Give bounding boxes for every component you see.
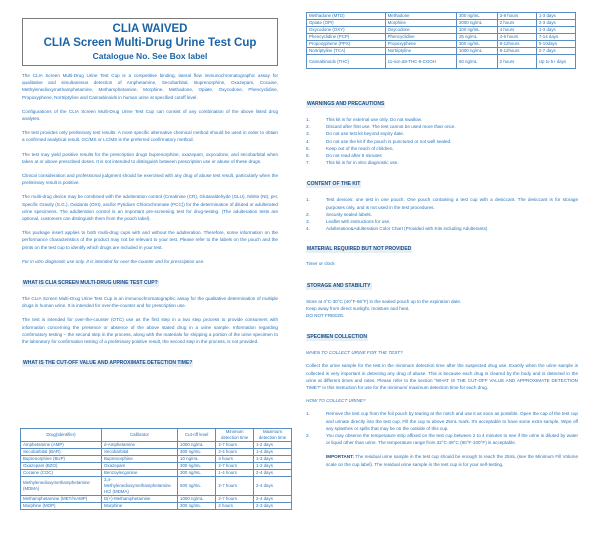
- cell: 50 ng/mL: [456, 55, 497, 69]
- cell: 1-3 days: [536, 13, 575, 20]
- cutoff-heading: WHAT IS THE CUT-OFF VALUE AND APPROXIMATE DETECTION TIME?: [23, 360, 193, 367]
- right-column: [306, 92, 578, 468]
- intro-paragraph-6: The multi-drug device may be combined with the adulteration control (Creatinine (CR), Glutaraldehyde (GLU), Nitrite (NI), pH, Specific Gravity (S.G.), Oxidants (OXI), and/or Pyridium Chlorochromate (PCC)) for the determination of diluted or adulterated urine specimens. The adulteration control is an important pre-screening test for drug-testing. (The adulteration tests are optional, customers can distinguish them from the pouch label).: [22, 194, 278, 222]
- cell: Benzoylecgonine: [101, 470, 177, 477]
- intro-paragraph-1: The CLIA Screen Multi-Drug Urine Test Cup is a competitive binding, lateral flow immunochromatographic assay for qualitative and simultaneous detection of Amphetamine, Secobarbital, Buprenorphine, Oxazepam, Cocaine, Methylenedioxymethamphetamine, Methamphetamine, Morphine, Methadone, Opiate, Oxycodone, Phencyclidine, Propoxyphene, Nortriptyline and Cannabinoids in human urine at specified cutoff level.: [22, 73, 278, 100]
- cell: Propoxyphene (PPX): [307, 41, 386, 48]
- intro-paragraph-7: This package insert applies to both multi-drug cups with and without the adulteration. Therefore, some information on the performance characteristics of the product may not be relevant to your test. Please refer to the labels on the pouch and the prints on the test cup to identify which drugs are included in your test.: [22, 230, 278, 250]
- table-row: [307, 55, 576, 69]
- cell: Nortriptyline: [385, 48, 456, 55]
- cell: 2-4 days: [254, 496, 292, 503]
- cell: 2-4 days: [254, 470, 292, 477]
- col-cutoff: Cut-off level: [178, 429, 216, 442]
- cell: Morphine (MOP): [21, 503, 102, 510]
- list-item: 7. This kit is for in vitro diagnostic use.: [306, 160, 399, 166]
- specimen-heading: SPECIMEN COLLECTION: [307, 334, 368, 341]
- list-item: 1. This kit is for external use only. Do not swallow.: [306, 117, 422, 122]
- warnings-heading: WARNINGS AND PRECAUTIONS: [307, 101, 385, 107]
- cell: 1-4 days: [254, 449, 292, 456]
- intro-paragraph-8: For in vitro diagnostic use only. It is intended for over-the-counter and for prescription use.: [22, 258, 205, 264]
- intro-paragraph-4: The test may yield positive results for the prescription drugs buprenorphine, oxazepam, oxycodone, and secobarbital when taken at or above prescribed doses. It is not intended to distinguish between prescription use or abuse of these drugs.: [22, 151, 278, 164]
- cell: 1-2 days: [254, 442, 292, 449]
- storage-heading: STORAGE AND STABILITY: [307, 282, 371, 289]
- cell: Cannabinoids (THC): [307, 55, 386, 69]
- intro-paragraph-2: Configurations of the CLIA Screen Multi-Drug Urine Test Cup can consist of any combination of the above listed drug analytes.: [22, 108, 278, 122]
- warnings-list: [306, 116, 578, 166]
- col-calibrator: Calibrator: [101, 429, 177, 442]
- table-row: [21, 503, 292, 510]
- list-item: 1. Test devices: one test in one pouch. One pouch containing a test cup with a desiccant. The desiccant is for storage purposes only, and is not used in the test procedures.: [306, 197, 578, 210]
- storage-line-2: Keep away from direct sunlight, moisture and heat.: [306, 305, 410, 311]
- cell: Nortriptyline (TCA): [307, 48, 386, 55]
- content-list: [306, 196, 578, 232]
- item-text: This kit is for in vitro diagnostic use.: [326, 160, 399, 166]
- list-item: 3. Do not use test kit beyond expiry date.: [306, 131, 405, 137]
- cell: Phencyclidine (PCP): [307, 34, 386, 41]
- specimen-when-subheading: WHEN TO COLLECT URINE FOR THE TEST?: [306, 350, 403, 356]
- cell: 2-7 hours: [216, 496, 254, 503]
- cell: Oxycodone: [385, 27, 456, 34]
- what-is-heading: WHAT IS CLIA SCREEN MULTI-DRUG URINE TEST CUP?: [23, 280, 158, 287]
- cell: Up to 5+ days: [536, 55, 575, 69]
- cell: Propoxyphene: [385, 41, 456, 48]
- table-row: [21, 463, 292, 470]
- cell: Methadone (MTD): [307, 13, 386, 20]
- left-column: [22, 72, 278, 369]
- table-row: [21, 442, 292, 449]
- important-text: The residual urine sample in the test cup should be enough to reach the 25mL (see the Minimum Fill Volume scale on the cup label). The residual urine sample in the test cup is for your self-testing.: [326, 454, 578, 467]
- cell: 300 ng/mL: [178, 449, 216, 456]
- table-row: [21, 449, 292, 456]
- list-item: 3. Leaflet with instructions for use.: [306, 219, 391, 225]
- cell: 1-3 days: [254, 456, 292, 463]
- item-text: Discard after first use. The test cannot be used more than once.: [326, 124, 456, 130]
- cell: Buprenorphine: [101, 456, 177, 463]
- cell: 4-6 hours: [497, 34, 536, 41]
- item-text: Adulteration&Adulteration Color Chart (Provided with Kits including Adulterants): [326, 226, 488, 232]
- cell: Amphetamine (AMP): [21, 442, 102, 449]
- item-text: Do not read after 5 minutes: [326, 153, 382, 159]
- cell: 3-8 hours: [497, 13, 536, 20]
- item-text: Leaflet with instructions for use.: [326, 219, 391, 225]
- cell: 300 ng/mL: [456, 41, 497, 48]
- table-row: [21, 456, 292, 463]
- item-text: This kit is for external use only. Do not swallow.: [326, 117, 422, 122]
- item-text: Do not use the kit if the pouch is punctured or not well sealed.: [326, 138, 452, 144]
- cell: 2 hours: [216, 503, 254, 510]
- cell: 8-12hours: [497, 41, 536, 48]
- cell: 2 hours: [497, 20, 536, 27]
- cell: 2-3 days: [254, 503, 292, 510]
- intro-paragraph-3: The test provides only preliminary test results. A more specific alternative chemical method should be used in order to obtain a confirmed analytical result. GC/MS or LC/MS is the preferred confirmatory method.: [22, 130, 278, 143]
- item-text: Remove the test cup from the foil pouch by tearing at the notch and use it as soon as possible. Open the cap of the test cup and urinate directly into the test cup. Fill the cup to above 25mL mark. It's acceptable to have some extra sample. Wipe off any splashes or spills that may be on the outside of this cup.: [326, 411, 578, 431]
- specimen-how-subheading: HOW TO COLLECT URINE?: [306, 398, 366, 404]
- cell: Secobarbital (BAR): [21, 449, 102, 456]
- table-row: [307, 41, 576, 48]
- cell: 1-4 hours: [216, 470, 254, 477]
- cell: Oxazepam: [101, 463, 177, 470]
- cell: Oxazepam (BZO): [21, 463, 102, 470]
- cell: 300 ng/mL: [178, 503, 216, 510]
- cell: Secobarbital: [101, 449, 177, 456]
- item-text: Test devices: one test in one pouch. One pouch containing a test cup with a desiccant. The desiccant is for storage purposes only, and is not used in the test procedures.: [326, 197, 578, 210]
- cell: 2-7 days: [536, 48, 575, 55]
- title-product: CLIA Screen Multi-Drug Urine Test Cup: [43, 37, 257, 49]
- col-min-time: Minimum detection time: [216, 429, 254, 442]
- important-label: IMPORTANT:: [326, 454, 354, 460]
- intro-paragraph-5: Clinical consideration and professional judgment should be exercised with any drug of abuse test result, particularly when the preliminary result is positive.: [22, 173, 278, 186]
- table-row: [307, 13, 576, 20]
- col-max-time: Maximum detection time: [254, 429, 292, 442]
- table-row: [307, 20, 576, 27]
- cell: Methamphetamine (MET/mAMP): [21, 496, 102, 503]
- list-item: 1. Remove the test cup from the foil pouch by tearing at the notch and use it as soon as possible. Open the cap of the test cup and urinate directly into the test cup. Fill the cup to above 25mL mark. It's acceptable to have some extra sample. Wipe off any splashes or spills that may be on the outside of this cup.: [306, 411, 578, 431]
- cell: 4 hours: [216, 456, 254, 463]
- list-item: 2. Discard after first use. The test cannot be used more than once.: [306, 124, 456, 130]
- cell: d-Amphetamine: [101, 442, 177, 449]
- cell: 1000 ng/mL: [178, 496, 216, 503]
- cell: 11-nor-Δ9-THC-9-COOH: [385, 55, 456, 69]
- specimen-paragraph: Collect the urine sample for the test in the minimum detection time after the suspected drug use. Exactly when the urine sample is collected is very important in detecting any drug of abuse. This is because each drug is cleared by the body and is detected in the urine at different times and rates. Please refer to the section "WHAT IS THE CUT-OFF VALUE AND APPROXIMATE DETECTION TIME?" in this instruction for use for the minimum/ maximum detection time for each drug.: [306, 363, 578, 391]
- item-text: Security sealed labels.: [326, 211, 372, 217]
- col-drug: Drug(Identifier): [21, 429, 102, 442]
- cell: Opiate (OPI): [307, 20, 386, 27]
- cell: 300 ng/mL: [178, 463, 216, 470]
- cell: 3,4-Methylenedioxymethamphetamine HCl (MDMA): [101, 477, 177, 496]
- cell: 4 hours: [497, 27, 536, 34]
- cell: 2-7 hours: [216, 477, 254, 496]
- list-item: 4. Do not use the kit if the pouch is punctured or not well sealed.: [306, 138, 452, 144]
- title-catalogue: Catalogue No. See Box label: [92, 51, 208, 61]
- table-row: [307, 34, 576, 41]
- cell: 2000 ng/mL: [456, 20, 497, 27]
- list-item: 5. Keep out of the reach of children.: [306, 145, 394, 151]
- item-text: You may observe the temperature strip affixed on the test cup between 2 to 4 minutes to see if the urine is diluted by water or liquid other than urine. The temperature range from 32°C-38°C (90°F-100°F) is acceptable.: [326, 433, 578, 446]
- table-row: [21, 470, 292, 477]
- cell: 100 ng/mL: [456, 27, 497, 34]
- document-title-box: [22, 18, 278, 66]
- cell: 1-2 days: [254, 463, 292, 470]
- cell: Cocaine (COC): [21, 470, 102, 477]
- cell: Morphine: [385, 20, 456, 27]
- cell: 7-14 days: [536, 34, 575, 41]
- important-note: [306, 453, 578, 467]
- cutoff-table-left: [20, 428, 292, 510]
- table-row: [21, 496, 292, 503]
- title-clia-waived: CLIA WAIVED: [112, 23, 188, 35]
- item-text: Keep out of the reach of children.: [326, 145, 394, 151]
- list-item: 6. Do not read after 5 minutes: [306, 153, 382, 159]
- cell: Morphine: [101, 503, 177, 510]
- cell: 2 hours: [497, 55, 536, 69]
- material-text: Timer or clock: [306, 261, 335, 267]
- cell: 1-3 days: [536, 27, 575, 34]
- content-heading: CONTENT OF THE KIT: [307, 181, 361, 188]
- storage-line-1: Store at 4°C-30°C (40°F-86°F) in the sealed pouch up to the expiration date.: [306, 298, 462, 304]
- table-row: [307, 27, 576, 34]
- cell: Phencyclidine: [385, 34, 456, 41]
- what-is-paragraph-2: The test is intended for over-the-counter (OTC) use as the first step in a two step process to provide consumers with information concerning the presence or absence of the above stated drug in a urine sample. Information regarding confirmatory testing – the second step in the process, along with the materials for shipping a portion of the urine specimen to the laboratory for confirmation testing of a preliminary positive result, the second step in the process, is not provided.: [22, 317, 278, 345]
- cell: 300 ng/mL: [456, 13, 497, 20]
- storage-line-3: DO NOT FREEZE.: [306, 313, 345, 319]
- cell: 25 ng/mL: [456, 34, 497, 41]
- item-text: Do not use test kit beyond expiry date.: [326, 131, 405, 137]
- what-is-paragraph-1: The CLIA Screen Multi-Drug Urine Test Cup is an immunochromatographic assay for the qualitative determination of multiple drugs in human urine. It is intended for over-the-counter and for prescription use.: [22, 296, 278, 309]
- cell: 1000 ng/mL: [178, 442, 216, 449]
- cell: 300 ng/mL: [178, 470, 216, 477]
- table-header-row: [21, 429, 292, 442]
- material-heading: MATERIAL REQUIRED BUT NOT PROVIDED: [307, 246, 412, 253]
- cell: Methylenedioxymethamphetamine (MDMA): [21, 477, 102, 496]
- cell: Buprenorphine (BUP): [21, 456, 102, 463]
- cell: 2-7 hours: [216, 463, 254, 470]
- cell: Oxycodone (OXY): [307, 27, 386, 34]
- cutoff-table-right: [306, 12, 576, 69]
- collection-steps: [306, 410, 578, 446]
- cell: 2-4 days: [254, 477, 292, 496]
- list-item: 2. Security sealed labels.: [306, 211, 372, 217]
- cell: D(+)-Methamphetamine: [101, 496, 177, 503]
- cell: 500 ng/mL: [178, 477, 216, 496]
- cell: 2-4 hours: [216, 449, 254, 456]
- cell: Methadone: [385, 13, 456, 20]
- list-item: 2. You may observe the temperature strip affixed on the test cup between 2 to 4 minutes to see if the urine is diluted by water or liquid other than urine. The temperature range from 32°C-38°C (90°F-100°F) is acceptable.: [306, 433, 578, 446]
- cell: 10 ng/mL: [178, 456, 216, 463]
- table-row: [21, 477, 292, 496]
- cell: 5-10days: [536, 41, 575, 48]
- list-item: 4. Adulteration&Adulteration Color Chart (Provided with Kits including Adulterants): [306, 226, 488, 232]
- table-row: [307, 48, 576, 55]
- cell: 8-12hours: [497, 48, 536, 55]
- cell: 1000 ng/mL: [456, 48, 497, 55]
- cell: 2-7 hours: [216, 442, 254, 449]
- cell: 2-3 days: [536, 20, 575, 27]
